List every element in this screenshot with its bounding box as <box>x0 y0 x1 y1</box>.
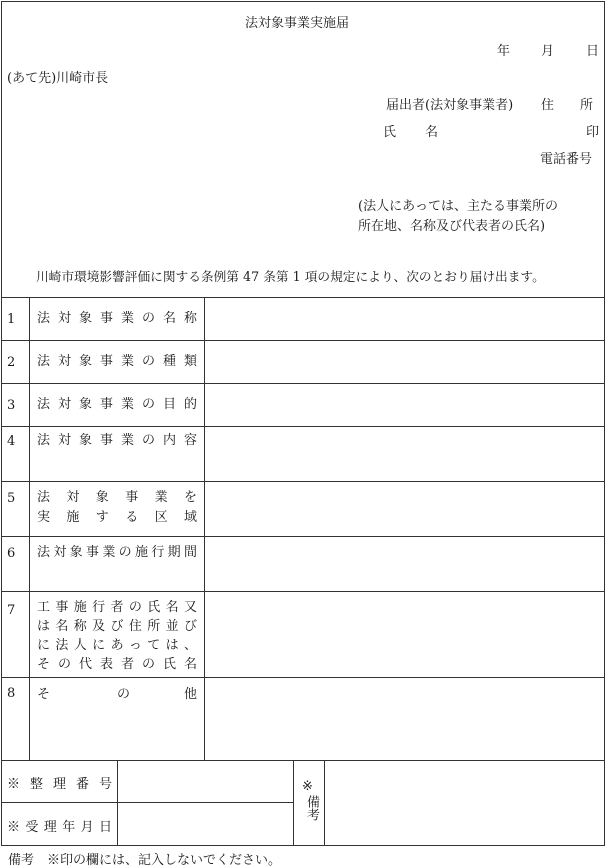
name-label-2: 名 <box>425 125 439 140</box>
footnote: 備考 ※印の欄には、記入しないでください。 <box>8 853 282 868</box>
ref-number-field[interactable] <box>119 762 292 801</box>
value-field-purpose[interactable] <box>206 385 603 425</box>
value-field-content[interactable] <box>206 428 603 480</box>
row-label-line: 他 <box>184 687 198 702</box>
value-field-period[interactable] <box>206 538 603 590</box>
notifier-label: 届出者(法対象事業者) <box>386 98 514 113</box>
row-label: 法対象事業の内容 <box>37 433 197 448</box>
row-divider <box>1 481 605 482</box>
row-number: 3 <box>7 398 16 413</box>
row-number: 2 <box>7 355 16 370</box>
row-number: 7 <box>7 603 16 618</box>
corp-note-line2: 所在地、名称及び代表者の氏名) <box>358 219 546 234</box>
received-date-label: ※受理年月日 <box>7 820 112 835</box>
row-label <box>37 683 197 703</box>
office-row-divider <box>1 802 293 803</box>
date-year-label: 年 <box>497 44 511 59</box>
addressee: (あて先)川崎市長 <box>7 71 109 86</box>
ref-number-label: ※整理番号 <box>7 777 112 792</box>
row-divider <box>1 760 605 761</box>
address-label: 住 所 <box>541 98 594 113</box>
received-date-field[interactable] <box>119 804 292 845</box>
row-label-line: は名称及び住所並び <box>37 619 197 634</box>
remarks-field[interactable] <box>326 762 603 845</box>
form-title: 法対象事業実施届 <box>245 16 350 31</box>
row-label-line: そ <box>37 687 51 702</box>
office-divider <box>293 760 294 846</box>
row-divider <box>1 677 605 678</box>
row-number: 6 <box>7 546 16 561</box>
row-divider <box>1 426 605 427</box>
row-label-line: に法人にあっては、 <box>37 638 197 653</box>
row-label-line: の <box>117 687 131 702</box>
row-label-line: その代表者の氏名 <box>37 657 197 672</box>
row-divider <box>1 591 605 592</box>
row-label: 法対象事業の施行期間 <box>37 545 197 560</box>
corp-note-line1: (法人にあっては、主たる事業所の <box>358 199 558 214</box>
row-label-line: 工事施行者の氏名又 <box>37 600 197 615</box>
row-divider <box>1 340 605 341</box>
row-label: 法対象事業の種類 <box>37 354 197 369</box>
value-field-contractor[interactable] <box>206 593 603 676</box>
value-field-name[interactable] <box>206 299 603 339</box>
date-month-label: 月 <box>541 44 555 59</box>
row-label: 法対象事業の目的 <box>37 397 197 412</box>
col-divider-label <box>204 297 205 760</box>
name-label-1: 氏 <box>383 125 397 140</box>
office-divider <box>117 760 118 846</box>
row-label-line: 法 対 象 事 業 を <box>37 490 197 505</box>
remarks-label: 備考 <box>304 795 319 821</box>
value-field-area[interactable] <box>206 483 603 535</box>
row-label: 法対象事業の名称 <box>37 311 197 326</box>
row-divider <box>1 383 605 384</box>
row-label <box>37 488 197 528</box>
row-label <box>37 598 197 674</box>
value-field-type[interactable] <box>206 342 603 382</box>
col-divider-no <box>29 297 30 760</box>
statement: 川崎市環境影響評価に関する条例第 47 条第 1 項の規定により、次のとおり届け出ます。 <box>36 269 545 284</box>
row-number: 1 <box>7 312 16 327</box>
row-number: 5 <box>7 491 16 506</box>
row-label-line: 実 施 す る 区 域 <box>37 510 197 525</box>
row-divider <box>1 297 605 298</box>
value-field-other[interactable] <box>206 679 603 759</box>
date-day-label: 日 <box>586 44 600 59</box>
office-divider <box>324 760 325 846</box>
row-number: 8 <box>7 686 16 701</box>
remarks-mark: ※ <box>302 779 313 794</box>
phone-label: 電話番号 <box>540 152 593 167</box>
seal-label: 印 <box>586 125 600 140</box>
row-divider <box>1 536 605 537</box>
row-number: 4 <box>7 434 16 449</box>
